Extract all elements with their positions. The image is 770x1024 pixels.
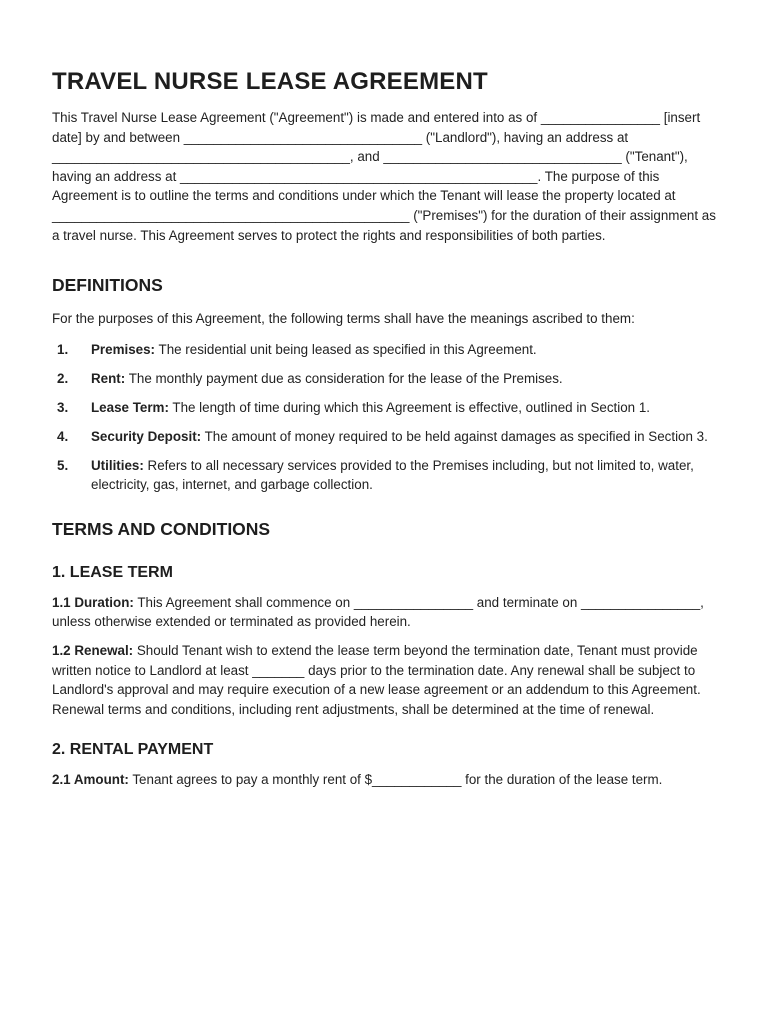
section-heading-rental-payment: 2. RENTAL PAYMENT: [52, 741, 214, 759]
section-heading-lease-term: 1. LEASE TERM: [52, 563, 173, 581]
definition-number: 2.: [57, 370, 69, 386]
document-title: TRAVEL NURSE LEASE AGREEMENT: [52, 68, 488, 95]
definition-number: 4.: [57, 428, 69, 444]
definition-text: Refers to all necessary services provided to the Premises including, but not limited to, water, electricity, gas, internet, and garbage collection.: [91, 457, 694, 493]
definition-text: The length of time during which this Agreement is effective, outlined in Section 1.: [168, 399, 651, 415]
intro-paragraph: This Travel Nurse Lease Agreement ("Agreement") is made and entered into as of ________________ [insert date] by and between ________________________________ ("Landlord"), having an address at ________________________________________, and ________________________________ ("Tenant"), having an address at ________________________________________________. The purpose of this Agreement is to outline the terms and conditions under which the Tenant will lease the property located at ________________________________________________ ("Premises") for the duration of their assignment as a travel nurse. This Agreement serves to protect the rights and responsibilities of both parties.: [52, 110, 716, 243]
terms-heading: TERMS AND CONDITIONS: [52, 518, 271, 539]
clause-text: Should Tenant wish to extend the lease term beyond the termination date, Tenant must provide written notice to Landlord at least _______ days prior to the termination date. Any renewal shall be subject to Landlord's approval and may require execution of a new lease agreement or an addendum to this Agreement. Renewal terms and conditions, including rent adjustments, shall be determined at the time of renewal.: [52, 643, 701, 717]
definition-term: Lease Term:: [91, 399, 169, 415]
document-page: [52, 68, 720, 799]
definition-text: The monthly payment due as consideration for the lease of the Premises.: [125, 370, 563, 386]
definition-item-premises: [52, 340, 720, 360]
clause-label: 1.1 Duration:: [52, 594, 134, 610]
definition-item-lease-term: [52, 398, 720, 418]
definition-text: The residential unit being leased as specified in this Agreement.: [155, 341, 537, 357]
definition-item-security-deposit: [52, 427, 720, 447]
definition-term: Rent:: [91, 370, 126, 386]
clause-amount: [52, 770, 720, 790]
definition-number: 1.: [57, 341, 69, 357]
definitions-heading: DEFINITIONS: [52, 275, 163, 296]
clause-renewal: [52, 641, 720, 719]
definition-term: Utilities:: [91, 457, 144, 473]
definition-item-rent: [52, 369, 720, 389]
definition-item-utilities: [52, 456, 720, 495]
clause-text: Tenant agrees to pay a monthly rent of $____________ for the duration of the lease term.: [128, 772, 663, 788]
definition-number: 5.: [57, 457, 69, 473]
definitions-list: [52, 340, 720, 495]
definition-term: Security Deposit:: [91, 428, 202, 444]
definitions-intro: For the purposes of this Agreement, the following terms shall have the meanings ascribed to them:: [52, 311, 635, 327]
clause-label: 1.2 Renewal:: [52, 643, 134, 659]
definition-term: Premises:: [91, 341, 156, 357]
clause-text: This Agreement shall commence on ________________ and terminate on ________________, unless otherwise extended or terminated as provided herein.: [52, 594, 704, 630]
clause-duration: [52, 593, 720, 632]
clause-label: 2.1 Amount:: [52, 772, 129, 788]
definition-text: The amount of money required to be held against damages as specified in Section 3.: [201, 428, 708, 444]
definition-number: 3.: [57, 399, 69, 415]
